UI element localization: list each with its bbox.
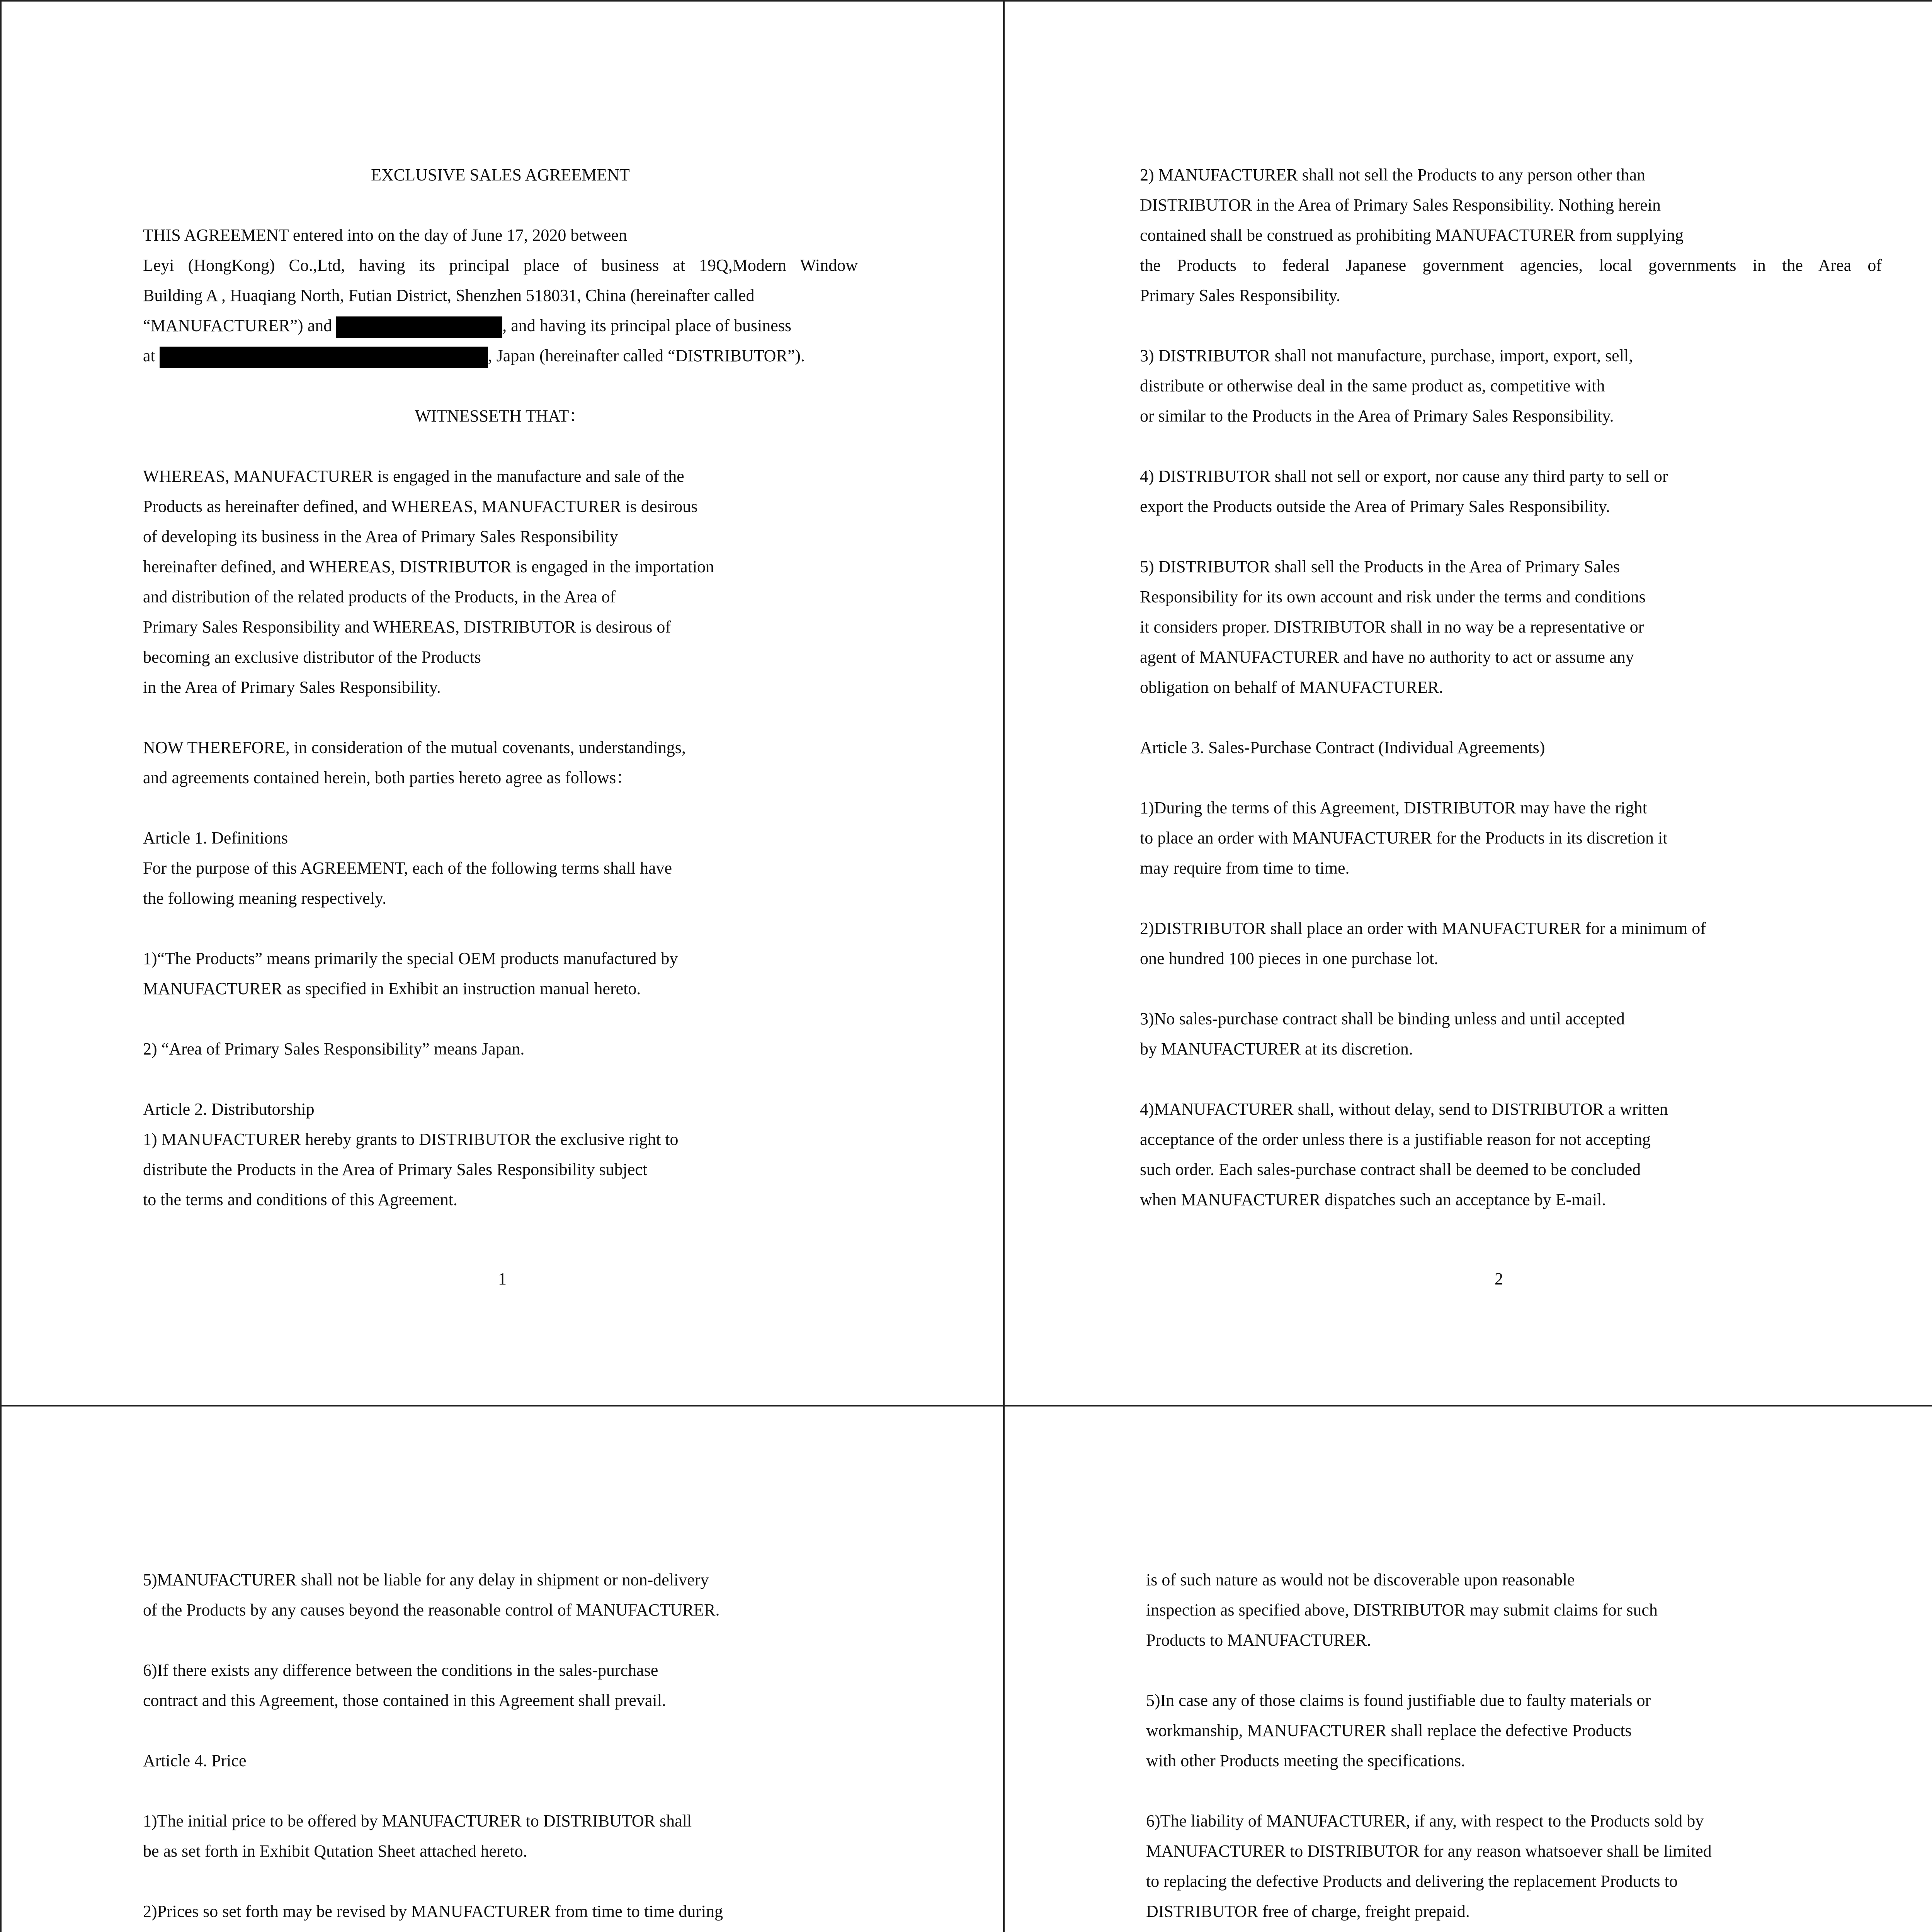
paragraph-gap (1140, 974, 1882, 1004)
page-body (1146, 1565, 1872, 1932)
text-line: or similar to the Products in the Area of Primary Sales Responsibility. (1140, 406, 1614, 425)
redaction-bar (160, 347, 488, 368)
paragraph-gap (1140, 883, 1882, 913)
text-line: to place an order with MANUFACTURER for the Products in its discretion it (1140, 828, 1668, 847)
text-line: distribute or otherwise deal in the same product as, competitive with (1140, 376, 1605, 395)
text-line: Primary Sales Responsibility. (1140, 286, 1341, 305)
redaction-bar (336, 316, 502, 338)
text-line: 2)DISTRIBUTOR shall place an order with MANUFACTURER for a minimum of (1140, 919, 1706, 938)
text-line (143, 311, 858, 341)
text-line: 1)During the terms of this Agreement, DISTRIBUTOR may have the right (1140, 798, 1647, 817)
text-line: NOW THEREFORE, in consideration of the mutual covenants, understandings, (143, 738, 686, 757)
text-line: WITNESSETH THAT： (415, 406, 586, 425)
text-line: 1) MANUFACTURER hereby grants to DISTRIBUTOR the exclusive right to (143, 1130, 679, 1149)
text-line: contract and this Agreement, those contained in this Agreement shall prevail. (143, 1691, 666, 1710)
page-number: 2 (1495, 1269, 1503, 1288)
text-line: Article 2. Distributorship (143, 1100, 315, 1119)
text-line (143, 1927, 869, 1932)
text-line: contained shall be construed as prohibiting MANUFACTURER from supplying (1140, 226, 1684, 245)
document-page-4 (1003, 1405, 1932, 1932)
paragraph-gap (1140, 522, 1882, 552)
text-line: Products to MANUFACTURER. (1146, 1631, 1371, 1650)
text-segment: , and having its principal place of business (502, 316, 792, 335)
text-line (143, 341, 858, 371)
text-line: by MANUFACTURER at its discretion. (1140, 1039, 1413, 1058)
text-segment: “MANUFACTURER”) and (143, 316, 337, 335)
text-line: 5)MANUFACTURER shall not be liable for any delay in shipment or non-delivery (143, 1570, 709, 1589)
text-segment: at (143, 346, 160, 365)
paragraph-gap (143, 1716, 869, 1746)
text-line: such order. Each sales-purchase contract shall be deemed to be concluded (1140, 1160, 1641, 1179)
text-line: WHEREAS, MANUFACTURER is engaged in the manufacture and sale of the (143, 467, 684, 486)
text-line: one hundred 100 pieces in one purchase lot. (1140, 949, 1439, 968)
text-line: 4)MANUFACTURER shall, without delay, send to DISTRIBUTOR a written (1140, 1100, 1668, 1119)
paragraph-gap (143, 1776, 869, 1806)
paragraph-gap (143, 1064, 858, 1094)
document-page-1 (0, 0, 1005, 1406)
text-line: the Products to federal Japanese government agencies, local governments in the Area of (1140, 256, 1882, 275)
paragraph-gap (143, 913, 858, 944)
text-line: 3)No sales-purchase contract shall be binding unless and until accepted (1140, 1009, 1625, 1028)
text-line: and agreements contained herein, both parties hereto agree as follows： (143, 768, 633, 787)
text-line: 1)“The Products” means primarily the special OEM products manufactured by (143, 949, 678, 968)
text-line: DISTRIBUTOR in the Area of Primary Sales Responsibility. Nothing herein (1140, 196, 1661, 214)
text-line: acceptance of the order unless there is a justifiable reason for not accepting (1140, 1130, 1651, 1149)
page-number: 1 (498, 1269, 507, 1288)
paragraph-gap (1146, 1655, 1872, 1685)
text-line: Responsibility for its own account and risk under the terms and conditions (1140, 587, 1646, 606)
text-line: agent of MANUFACTURER and have no authority to act or assume any (1140, 648, 1634, 667)
text-segment: , Japan (hereinafter called “DISTRIBUTOR”). (488, 346, 805, 365)
text-line: in the Area of Primary Sales Responsibility. (143, 678, 441, 697)
text-line: Building A , Huaqiang North, Futian District, Shenzhen 518031, China (hereinafter called (143, 286, 755, 305)
paragraph-gap (143, 1004, 858, 1034)
text-line: 1)The initial price to be offered by MANUFACTURER to DISTRIBUTOR shall (143, 1811, 692, 1830)
text-line: becoming an exclusive distributor of the Products (143, 648, 481, 667)
text-line: be as set forth in Exhibit Qutation Sheet attached hereto. (143, 1842, 527, 1861)
text-line: when MANUFACTURER dispatches such an acceptance by E-mail. (1140, 1190, 1606, 1209)
text-line: export the Products outside the Area of Primary Sales Responsibility. (1140, 497, 1610, 516)
text-line: Article 3. Sales-Purchase Contract (Individual Agreements) (1140, 738, 1545, 757)
text-line: of developing its business in the Area of Primary Sales Responsibility (143, 527, 618, 546)
text-line: 5)In case any of those claims is found justifiable due to faulty materials or (1146, 1691, 1651, 1710)
text-line: Primary Sales Responsibility and WHEREAS, DISTRIBUTOR is desirous of (143, 617, 671, 636)
paragraph-gap (143, 1866, 869, 1896)
paragraph-gap (143, 702, 858, 733)
text-line: For the purpose of this AGREEMENT, each of the following terms shall have (143, 859, 672, 878)
page-body (143, 160, 858, 1215)
paragraph-gap (1146, 1776, 1872, 1806)
text-line: 6)The liability of MANUFACTURER, if any, with respect to the Products sold by (1146, 1811, 1704, 1830)
text-line: 2) “Area of Primary Sales Responsibility” means Japan. (143, 1039, 525, 1058)
text-line: may require from time to time. (1140, 859, 1350, 878)
paragraph-gap (1140, 1064, 1882, 1094)
text-line: Article 1. Definitions (143, 828, 288, 847)
text-line: is of such nature as would not be discoverable upon reasonable (1146, 1570, 1575, 1589)
paragraph-gap (143, 190, 858, 220)
text-line: Leyi (HongKong) Co.,Ltd, having its principal place of business at 19Q,Modern Window (143, 256, 858, 275)
text-line: of the Products by any causes beyond the reasonable control of MANUFACTURER. (143, 1600, 720, 1619)
paragraph-gap (143, 793, 858, 823)
document-page-2 (1003, 0, 1932, 1406)
text-line: and distribution of the related products of the Products, in the Area of (143, 587, 616, 606)
text-line: Products as hereinafter defined, and WHEREAS, MANUFACTURER is desirous (143, 497, 698, 516)
paragraph-gap (1140, 763, 1882, 793)
text-line: with other Products meeting the specifications. (1146, 1751, 1466, 1770)
text-line: MANUFACTURER to DISTRIBUTOR for any reason whatsoever shall be limited (1146, 1842, 1712, 1861)
text-line: EXCLUSIVE SALES AGREEMENT (371, 165, 630, 184)
text-line: 2) MANUFACTURER shall not sell the Products to any person other than (1140, 165, 1646, 184)
page-body (143, 1565, 869, 1932)
text-line: DISTRIBUTOR free of charge, freight prepaid. (1146, 1902, 1470, 1921)
paragraph-gap (1146, 1927, 1872, 1932)
text-line: it considers proper. DISTRIBUTOR shall in no way be a representative or (1140, 617, 1644, 636)
paragraph-gap (1140, 311, 1882, 341)
paragraph-gap (143, 371, 858, 401)
text-line: 2)Prices so set forth may be revised by MANUFACTURER from time to time during (143, 1902, 723, 1921)
text-line: inspection as specified above, DISTRIBUTOR may submit claims for such (1146, 1600, 1658, 1619)
text-line: workmanship, MANUFACTURER shall replace the defective Products (1146, 1721, 1632, 1740)
text-line: hereinafter defined, and WHEREAS, DISTRIBUTOR is engaged in the importation (143, 557, 714, 576)
document-page-3 (0, 1405, 1005, 1932)
text-line: MANUFACTURER as specified in Exhibit an instruction manual hereto. (143, 979, 641, 998)
text-line: Article 4. Price (143, 1751, 247, 1770)
text-line: 3) DISTRIBUTOR shall not manufacture, purchase, import, export, sell, (1140, 346, 1633, 365)
paragraph-gap (143, 431, 858, 461)
paragraph-gap (143, 1625, 869, 1655)
text-line: obligation on behalf of MANUFACTURER. (1140, 678, 1444, 697)
paragraph-gap (1140, 702, 1882, 733)
page-body (1140, 160, 1882, 1215)
paragraph-gap (1140, 431, 1882, 461)
text-line: to replacing the defective Products and delivering the replacement Products to (1146, 1872, 1678, 1891)
text-line: THIS AGREEMENT entered into on the day of June 17, 2020 between (143, 226, 627, 245)
text-line: 6)If there exists any difference between the conditions in the sales-purchase (143, 1661, 658, 1680)
text-line: 4) DISTRIBUTOR shall not sell or export, nor cause any third party to sell or (1140, 467, 1668, 486)
text-line: the following meaning respectively. (143, 889, 387, 908)
text-line: 5) DISTRIBUTOR shall sell the Products in the Area of Primary Sales (1140, 557, 1620, 576)
text-line: distribute the Products in the Area of Primary Sales Responsibility subject (143, 1160, 648, 1179)
text-line: to the terms and conditions of this Agreement. (143, 1190, 457, 1209)
